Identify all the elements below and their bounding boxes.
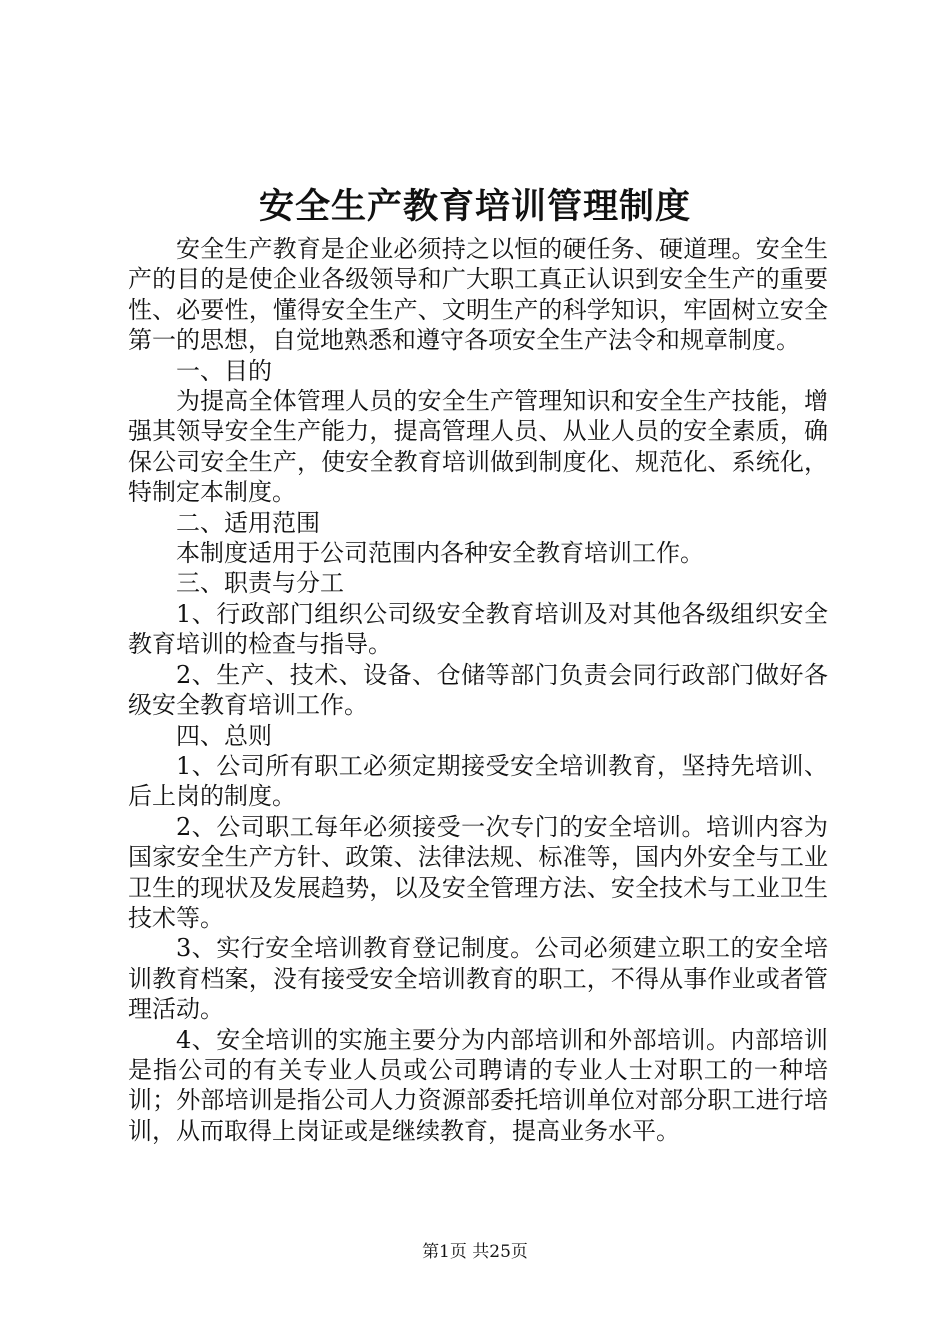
section-heading-general: 四、总则 [176, 721, 272, 750]
general-item-4: 4、安全培训的实施主要分为内部培训和外部培训。内部培训是指公司的有关专业人员或公司聘请的专业人士对职工的一种培训；外部培训是指公司人力资源部委托培训单位对部分职工进行培训，从而取得上岗证或是继续教育，提高业务水平。 [128, 1025, 828, 1145]
general-item-3: 3、实行安全培训教育登记制度。公司必须建立职工的安全培训教育档案，没有接受安全培训教育的职工，不得从事作业或者管理活动。 [128, 934, 828, 1024]
document-title: 安全生产教育培训管理制度 [258, 186, 691, 227]
section-heading-purpose: 一、目的 [176, 356, 272, 385]
purpose-paragraph: 为提高全体管理人员的安全生产管理知识和安全生产技能，增强其领导安全生产能力，提高管理人员、从业人员的安全素质，确保公司安全生产，使安全教育培训做到制度化、规范化、系统化，特制定本制度。 [128, 387, 828, 507]
general-item-2: 2、公司职工每年必须接受一次专门的安全培训。培训内容为国家安全生产方针、政策、法律法规、标准等，国内外安全与工业卫生的现状及发展趋势，以及安全管理方法、安全技术与工业卫生技术等。 [128, 812, 828, 932]
responsibility-item-2: 2、生产、技术、设备、仓储等部门负责会同行政部门做好各级安全教育培训工作。 [128, 660, 828, 720]
section-heading-responsibilities: 三、职责与分工 [176, 569, 344, 598]
intro-paragraph: 安全生产教育是企业必须持之以恒的硬任务、硬道理。安全生产的目的是使企业各级领导和广大职工真正认识到安全生产的重要性、必要性，懂得安全生产、文明生产的科学知识，牢固树立安全第一的思想，自觉地熟悉和遵守各项安全生产法令和规章制度。 [128, 235, 828, 355]
general-item-1: 1、公司所有职工必须定期接受安全培训教育，坚持先培训、后上岗的制度。 [128, 751, 828, 811]
responsibility-item-1: 1、行政部门组织公司级安全教育培训及对其他各级组织安全教育培训的检查与指导。 [128, 599, 828, 659]
page-footer: 第1页 共25页 [422, 1242, 528, 1262]
scope-paragraph: 本制度适用于公司范围内各种安全教育培训工作。 [176, 539, 704, 568]
document-body [128, 234, 828, 1146]
section-heading-scope: 二、适用范围 [176, 508, 320, 537]
